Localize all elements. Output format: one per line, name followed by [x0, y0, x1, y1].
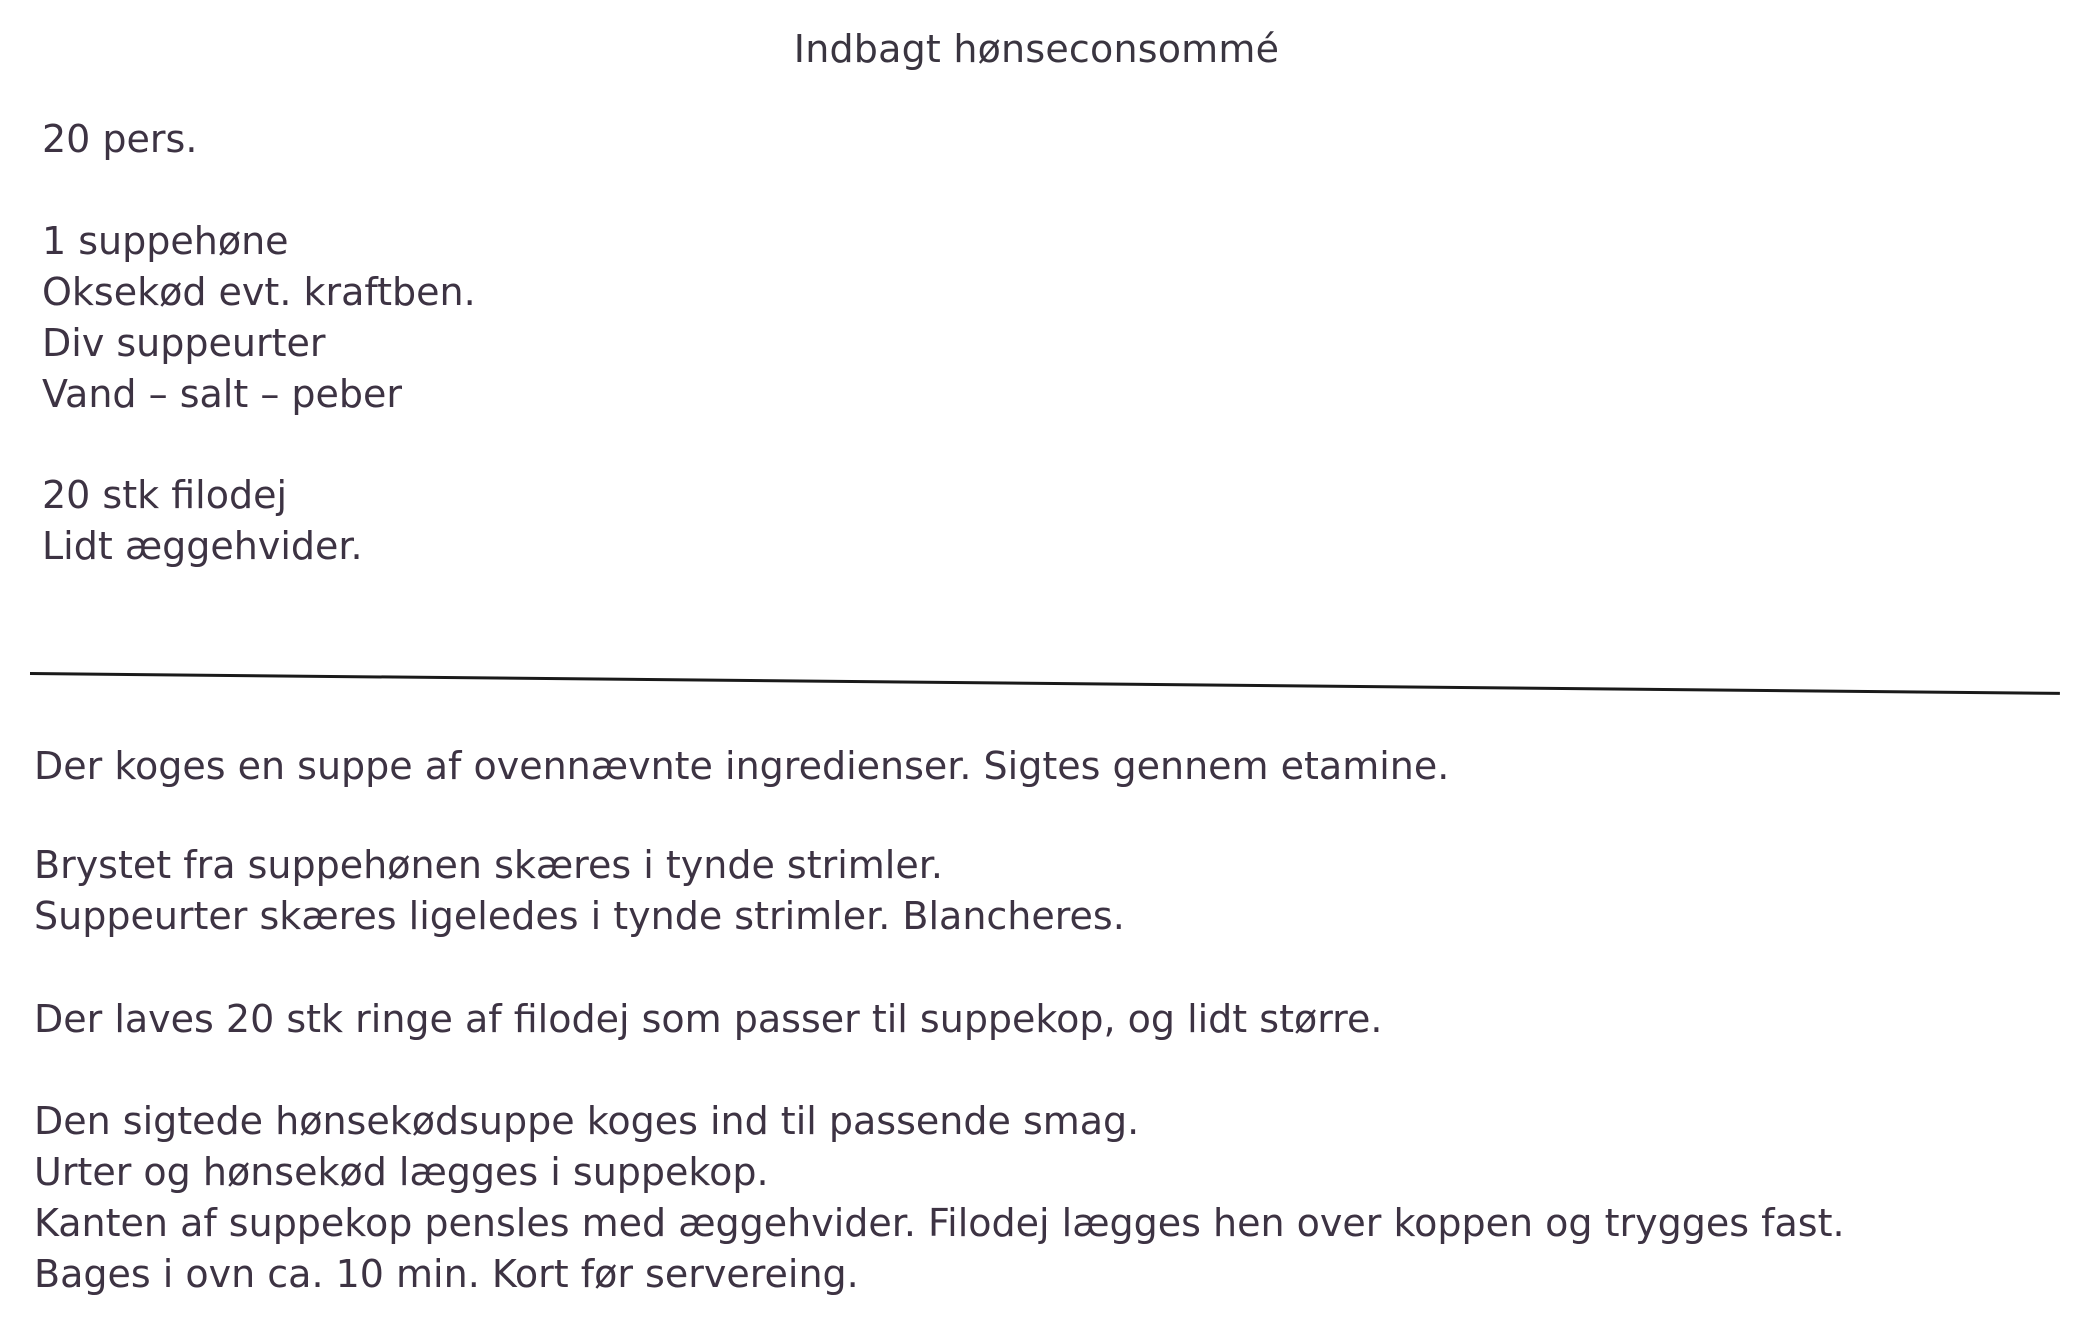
instruction-line: Den sigtede hønsekødsuppe koges ind til passende smag. [34, 1099, 1140, 1143]
ingredient-line: Div suppeurter [42, 321, 326, 365]
instruction-line: Bages i ovn ca. 10 min. Kort før servereing. [34, 1252, 859, 1296]
instruction-line: Brystet fra suppehønen skæres i tynde strimler. [34, 843, 943, 887]
ingredient-line: 20 stk filodej [42, 473, 288, 517]
ingredient-line: Vand – salt – peber [42, 372, 403, 416]
servings-text: 20 pers. [42, 117, 198, 161]
instruction-line: Kanten af suppekop pensles med æggehvider. Filodej lægges hen over koppen og trygges fast. [34, 1201, 1845, 1245]
ingredient-line: Lidt æggehvider. [42, 524, 363, 568]
recipe-title: Indbagt hønseconsommé [793, 27, 1280, 71]
instruction-line: Der laves 20 stk ringe af filodej som passer til suppekop, og lidt større. [34, 997, 1383, 1041]
instruction-line: Der koges en suppe af ovennævnte ingredienser. Sigtes gennem etamine. [34, 744, 1450, 788]
instruction-line: Urter og hønsekød lægges i suppekop. [34, 1150, 769, 1194]
ingredient-line: 1 suppehøne [42, 219, 289, 263]
ingredient-line: Oksekød evt. kraftben. [42, 270, 476, 314]
section-divider [30, 672, 2060, 695]
instruction-line: Suppeurter skæres ligeledes i tynde strimler. Blancheres. [34, 894, 1125, 938]
